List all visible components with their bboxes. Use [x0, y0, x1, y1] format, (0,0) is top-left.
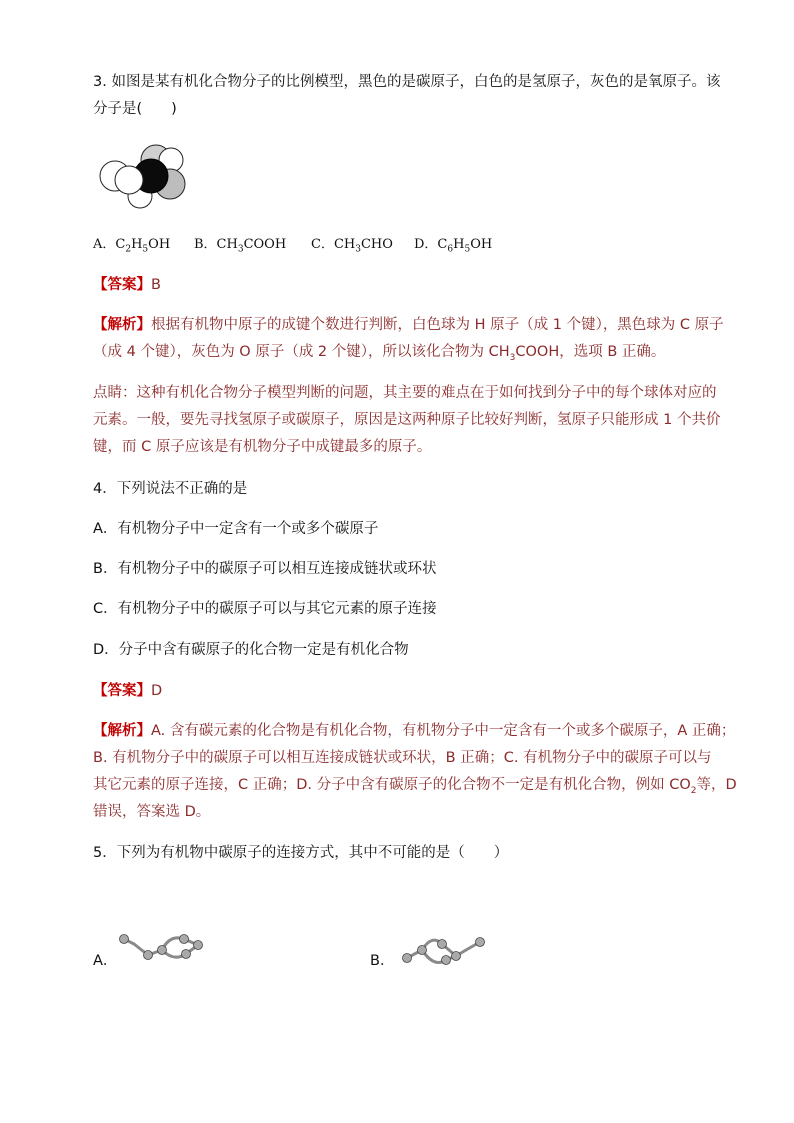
q3-option-b: B．$CH_3COOH$ [194, 237, 287, 255]
q3-tip-line1: 点睛：这种有机化合物分子模型判断的问题，其主要的难点在于如何找到分子中的每个球体对应的 [93, 385, 717, 401]
q3-option-c: C．$CH_3CHO$ [311, 237, 393, 255]
q4-analysis-line1: 【解析】A. 含有碳元素的化合物是有机化合物，有机物分子中一定含有一个或多个碳原子，A 正确； [93, 723, 736, 739]
q5-option-a-label: A． [93, 953, 118, 969]
answer-label: 【答案】 [93, 683, 151, 699]
carbon-chain-model-b [398, 932, 490, 970]
q4-answer [93, 681, 162, 701]
q3-tip-line3: 键，而 C 原子应该是有机物分子中成键最多的原子。 [93, 439, 432, 455]
q4-stem: 4．下列说法不正确的是 [93, 481, 248, 497]
q4-option-c: C．有机物分子中的碳原子可以与其它元素的原子连接 [93, 601, 437, 617]
analysis-label: 【解析】 [93, 723, 151, 739]
answer-value: D [151, 683, 163, 699]
q4-analysis-line2: B. 有机物分子中的碳原子可以相互连接成链状或环状，B 正确；C. 有机物分子中的碳原子可以与 [93, 750, 712, 766]
answer-label: 【答案】 [93, 277, 151, 293]
q4-analysis-line3: 其它元素的原子连接，C 正确；D. 分子中含有碳原子的化合物不一定是有机化合物，例如 $CO_2$等，D [93, 777, 737, 796]
q4-option-d: D．分子中含有碳原子的化合物一定是有机化合物 [93, 642, 409, 658]
answer-value: B [151, 277, 161, 293]
q3-option-d: D．$C_6H_5OH$ [414, 237, 493, 255]
q3-stem-line2: 分子是( ) [93, 101, 177, 117]
carbon-chain-model-a [114, 928, 206, 966]
q4-analysis-line4: 错误，答案选 D。 [93, 804, 211, 820]
q3-stem-line1: 3. 如图是某有机化合物分子的比例模型，黑色的是碳原子，白色的是氢原子，灰色的是氧原子。该 [93, 74, 721, 90]
q3-analysis-line1: 【解析】根据有机物中原子的成键个数进行判断，白色球为 H 原子（成 1 个键），黑色球为 C 原子 [93, 317, 724, 333]
q3-option-a: A．$C_2H_5OH$ [93, 237, 171, 255]
q3-analysis-line2: （成 4 个键），灰色为 O 原子（成 2 个键），所以该化合物为 $CH_3COOH$，选项 B 正确。 [93, 344, 666, 363]
space-filling-molecule-model [98, 140, 190, 216]
q5-option-b-label: B． [370, 953, 395, 969]
q3-tip-line2: 元素。一般，要先寻找氢原子或碳原子，原因是这两种原子比较好判断，氢原子只能形成 1 个共价 [93, 412, 721, 428]
q5-stem: 5．下列为有机物中碳原子的连接方式，其中不可能的是（ ） [93, 845, 509, 861]
q3-answer [93, 275, 161, 295]
q4-option-a: A．有机物分子中一定含有一个或多个碳原子 [93, 521, 379, 537]
q4-option-b: B．有机物分子中的碳原子可以相互连接成链状或环状 [93, 561, 437, 577]
analysis-label: 【解析】 [93, 317, 151, 333]
